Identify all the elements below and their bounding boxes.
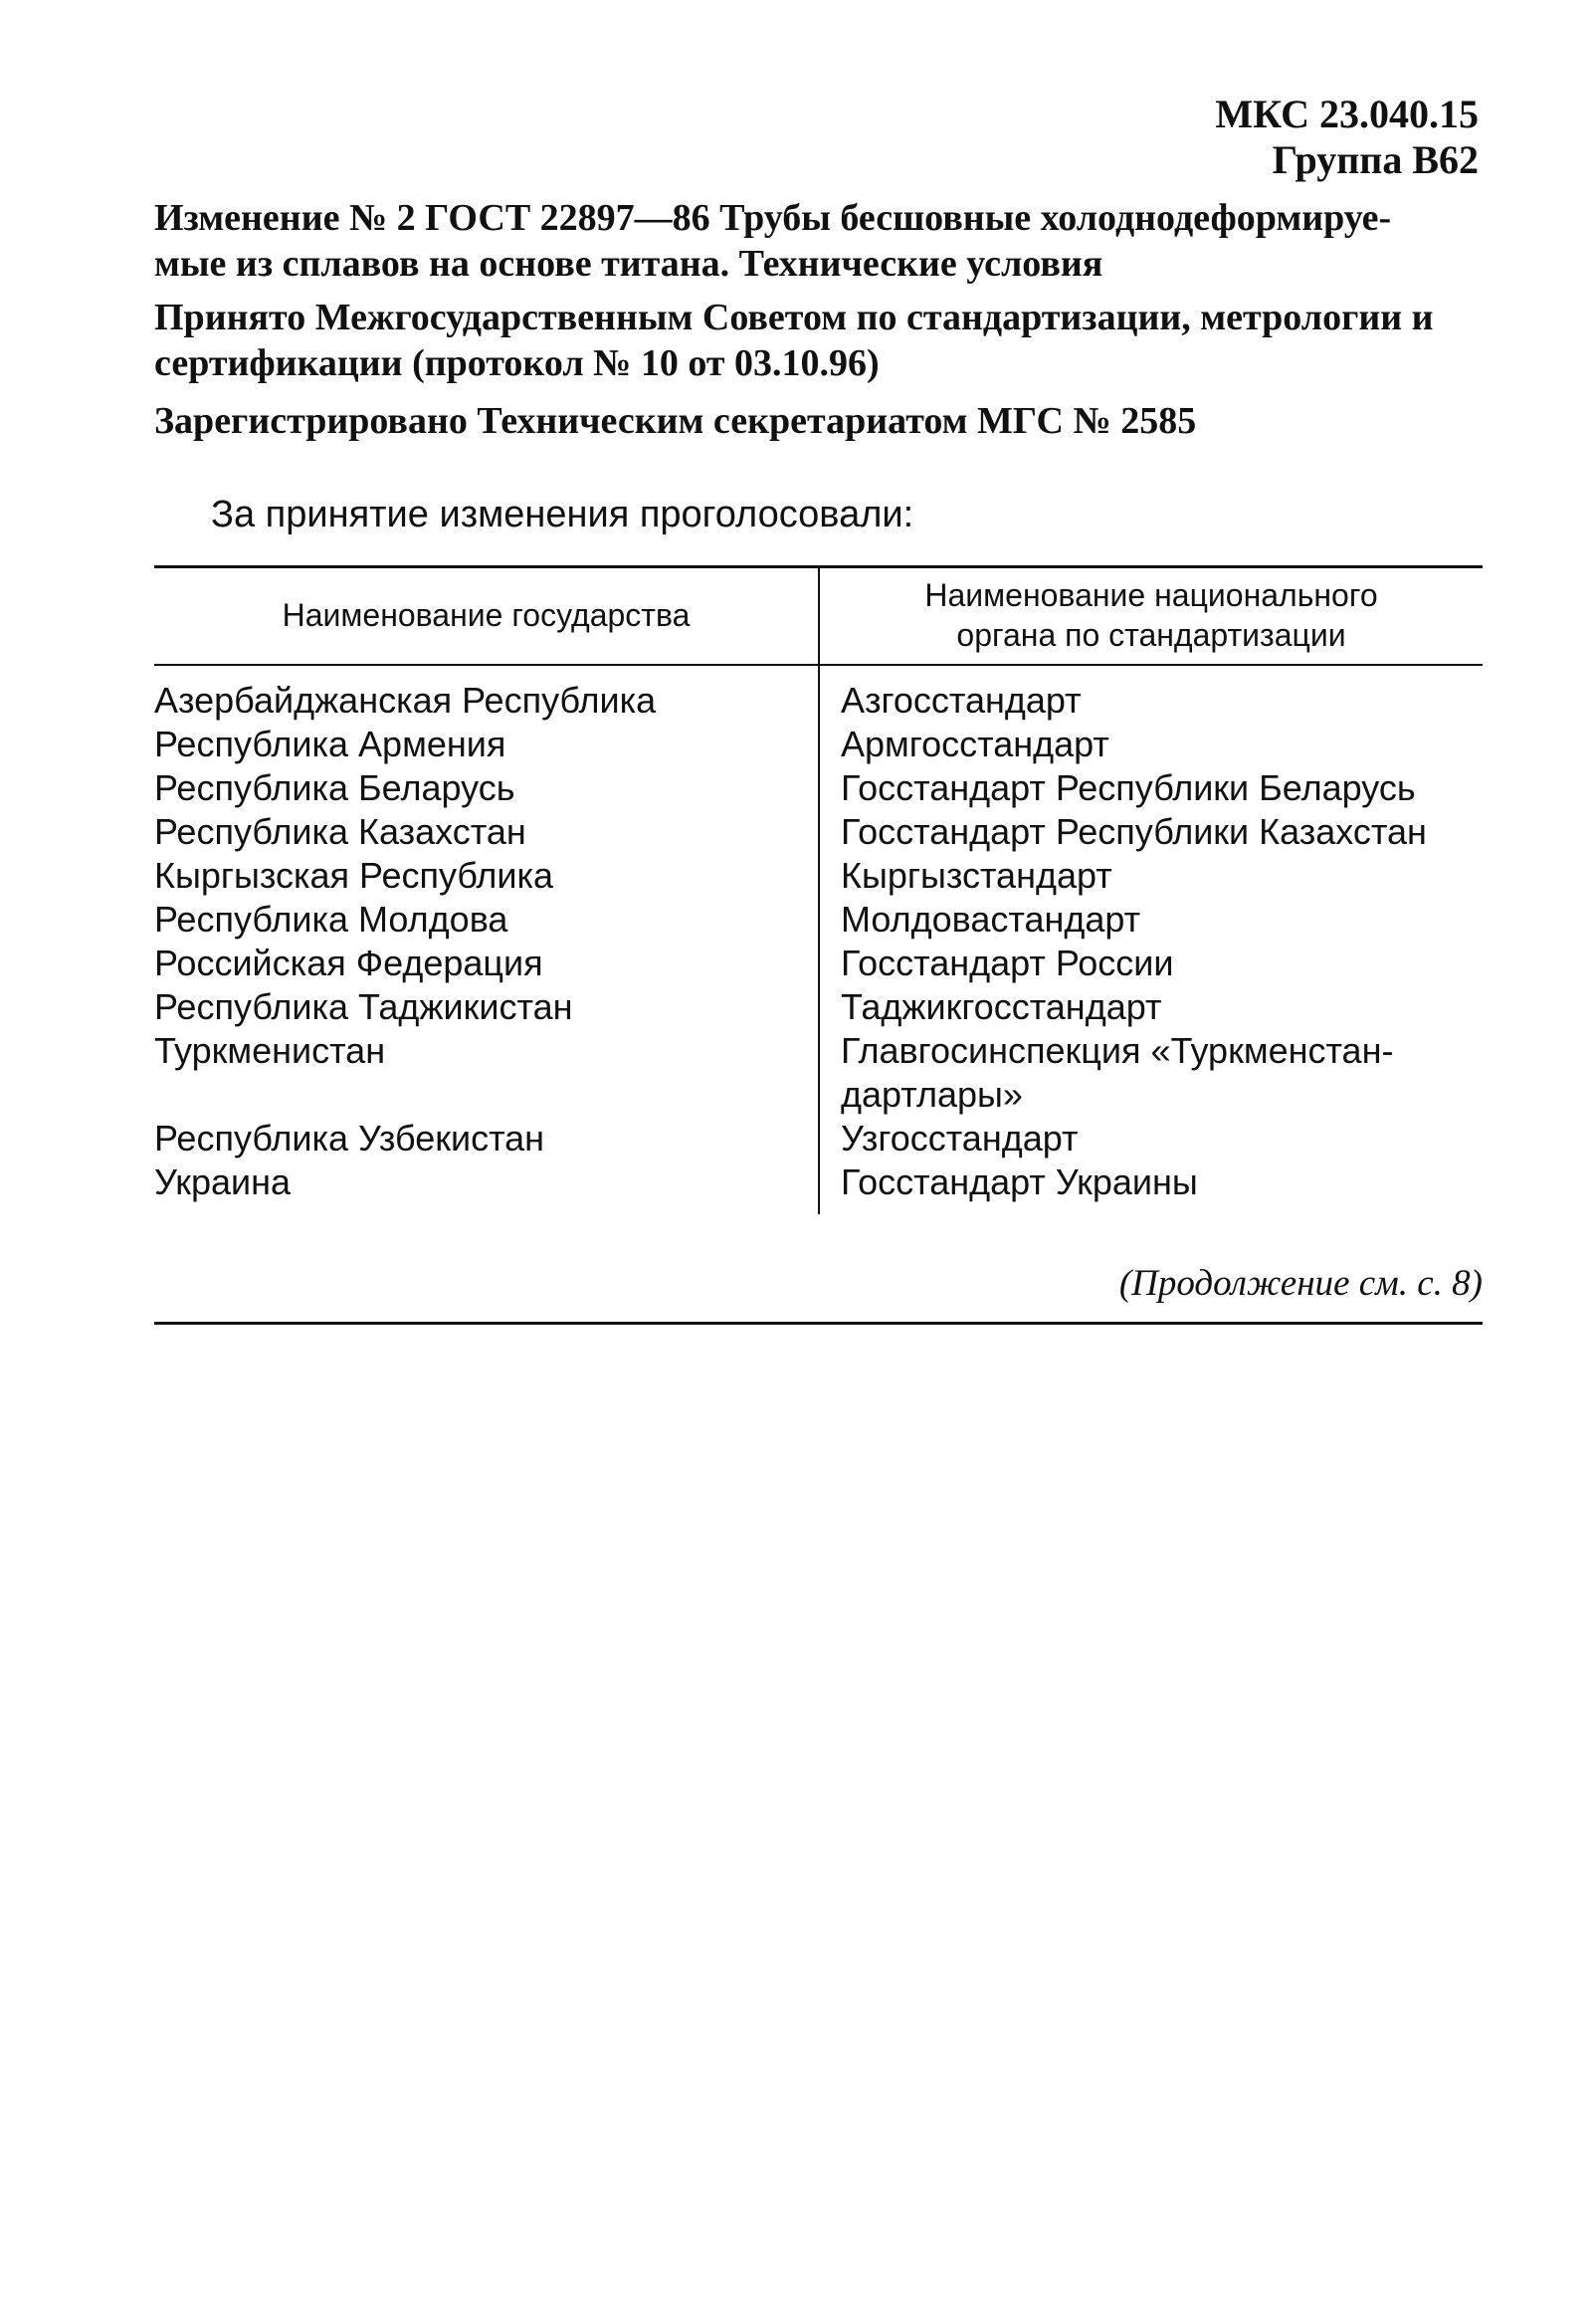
table-header-body: [820, 575, 1483, 655]
voting-intro: За принятие изменения проголосовали:: [211, 494, 914, 535]
state-name: Республика Армения: [154, 724, 506, 764]
standards-body: Кыргызстандарт: [841, 855, 1112, 896]
mks-code: МКС 23.040.15: [1215, 92, 1479, 136]
state-name: Республика Таджикистан: [154, 986, 573, 1027]
bottom-rule: [154, 1322, 1483, 1325]
standards-body: Азгосстандарт: [841, 680, 1082, 721]
standards-body: Таджикгосстандарт: [841, 986, 1162, 1027]
table-row: [154, 985, 1483, 1029]
table-row: [154, 723, 1483, 766]
standards-body: Главгосинспекция «Туркменстан-: [841, 1030, 1394, 1071]
table-row: [154, 898, 1483, 942]
state-name: Украина: [154, 1161, 292, 1202]
standards-body: Молдовастандарт: [841, 899, 1141, 940]
table-row: [154, 1160, 1483, 1204]
continuation-note: (Продолжение см. с. 8): [1118, 1263, 1483, 1304]
table-row: [154, 942, 1483, 985]
state-name: Республика Казахстан: [154, 811, 526, 852]
state-name: Азербайджанская Республика: [154, 680, 657, 721]
table-row: [154, 766, 1483, 810]
table-row: [154, 810, 1483, 854]
standards-body: Армгосстандарт: [841, 724, 1109, 764]
state-name: Республика Беларусь: [154, 767, 515, 808]
standards-body: Госстандарт Республики Казахстан: [841, 811, 1427, 852]
table-header-state: Наименование государства: [282, 597, 691, 633]
standards-body: Узгосстандарт: [841, 1118, 1079, 1159]
standards-body: Госстандарт Украины: [841, 1161, 1198, 1202]
table-header-body-line-2: органа по стандартизации: [956, 617, 1346, 653]
table-header-rule: [154, 664, 1483, 666]
adopted-line-1: Принято Межгосударственным Советом по стандартизации, метрологии и: [154, 297, 1434, 338]
registration-line: Зарегистрировано Техническим секретариатом МГС № 2585: [154, 400, 1197, 442]
table-header-body-line-1: Наименование национального: [924, 577, 1378, 613]
standards-body: дартлары»: [841, 1074, 1023, 1115]
state-name: Республика Узбекистан: [154, 1118, 545, 1159]
table-row: [154, 1117, 1483, 1160]
state-name: [154, 1073, 841, 1117]
amendment-title-line-1: Изменение № 2 ГОСТ 22897—86 Трубы бесшовные холоднодеформируе-: [154, 197, 1392, 239]
state-name: Российская Федерация: [154, 943, 543, 983]
group-code: Группа В62: [1272, 137, 1479, 182]
adopted-line-2: сертификации (протокол № 10 от 03.10.96): [154, 342, 880, 384]
state-name: Республика Молдова: [154, 899, 508, 940]
standards-body: Госстандарт России: [841, 943, 1174, 983]
table-row: [154, 1073, 1483, 1117]
state-name: Кыргызская Республика: [154, 855, 554, 896]
state-name: Туркменистан: [154, 1030, 386, 1071]
table-row: [154, 854, 1483, 898]
table-row: [154, 1029, 1483, 1073]
standards-body: Госстандарт Республики Беларусь: [841, 767, 1416, 808]
table-row: [154, 679, 1483, 723]
amendment-title-line-2: мые из сплавов на основе титана. Технические условия: [154, 243, 1103, 285]
voting-table-body: [154, 679, 1483, 1204]
